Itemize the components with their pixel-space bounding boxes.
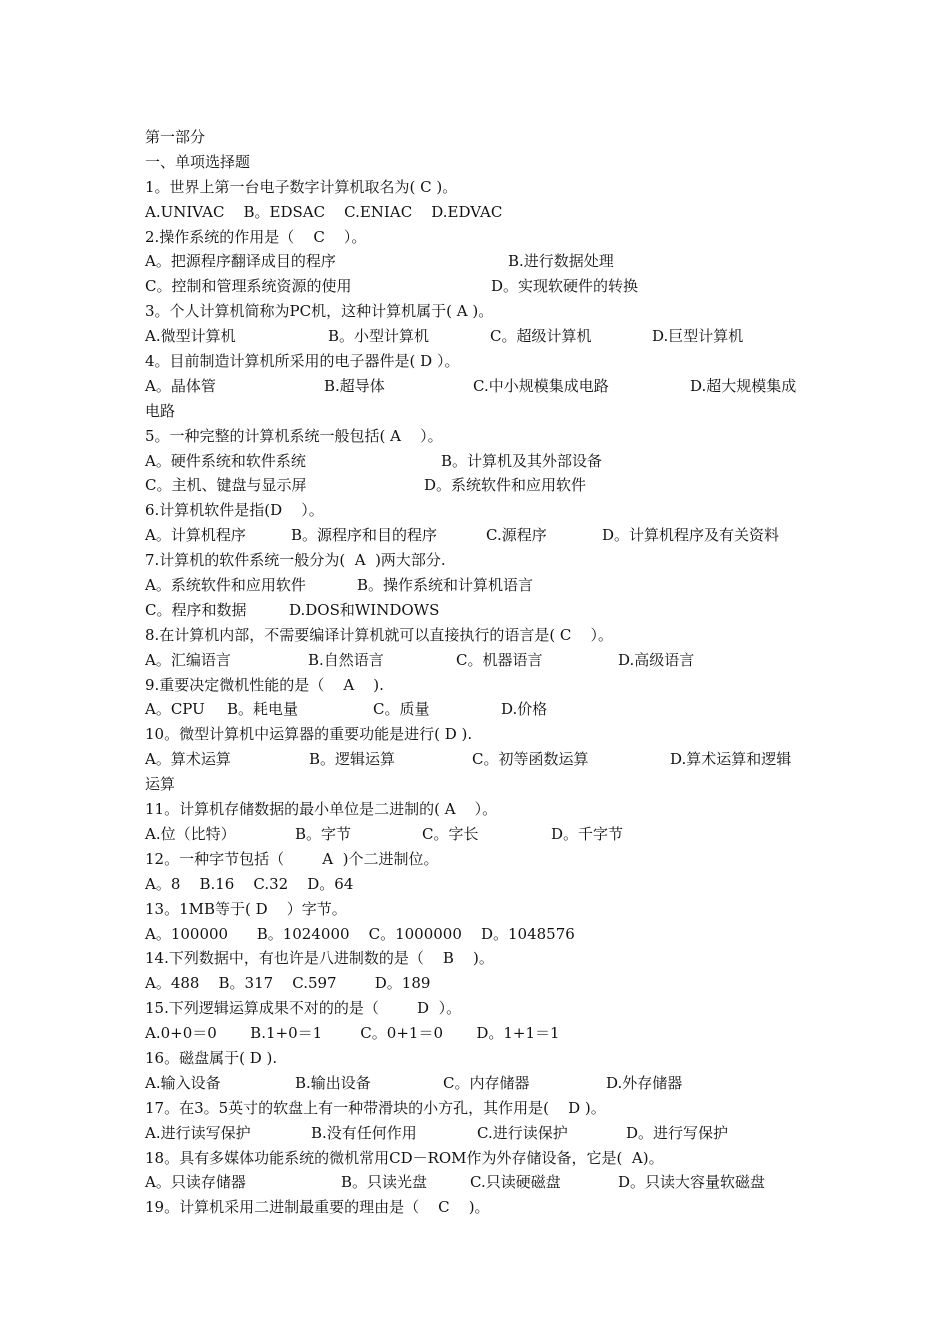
question-1-options: A.UNIVAC B。EDSAC C.ENIAC D.EDVAC	[145, 202, 503, 221]
question-8-stem: 8.在计算机内部，不需要编译计算机就可以直接执行的语言是( C ）。	[145, 625, 613, 644]
option-b: B。字节	[295, 824, 352, 843]
option-b: B.超导体	[324, 376, 385, 395]
question-17-stem: 17。在3。5英寸的软盘上有一种带滑块的小方孔，其作用是( D )。	[145, 1098, 606, 1117]
option-c: C.只读硬磁盘	[470, 1173, 561, 1192]
question-17-options	[145, 1121, 815, 1146]
option-c: C。质量	[373, 700, 430, 719]
option-b: B.输出设备	[295, 1073, 371, 1092]
question-8-options	[145, 648, 815, 673]
option-c: C。字长	[422, 824, 479, 843]
option-b: B.自然语言	[308, 650, 384, 669]
question-18-options	[145, 1170, 815, 1195]
question-10-stem: 10。微型计算机中运算器的重要功能是进行( D ).	[145, 725, 473, 744]
question-9-options	[145, 697, 815, 722]
question-3-stem: 3。个人计算机简称为PC机，这种计算机属于( A )。	[145, 302, 494, 321]
option-d: D.高级语言	[618, 650, 695, 669]
option-c: C。内存储器	[443, 1073, 530, 1092]
option-b: B。只读光盘	[341, 1173, 428, 1192]
option-b: B。逻辑运算	[309, 750, 396, 769]
question-9-stem: 9.重要决定微机性能的是（ A ).	[145, 675, 384, 694]
question-13-stem: 13。1MB等于( D ）字节。	[145, 899, 347, 918]
option-a: A。计算机程序	[145, 526, 246, 545]
option-a: A。把源程序翻译成目的程序	[145, 252, 336, 271]
question-2-options-row-2	[145, 274, 815, 299]
question-19-stem: 19。计算机采用二进制最重要的理由是（ C )。	[145, 1198, 490, 1217]
option-a: A。汇编语言	[145, 650, 231, 669]
question-12-options: A。8 B.16 C.32 D。64	[145, 874, 354, 893]
option-b: B。源程序和目的程序	[291, 526, 438, 545]
option-a: A。只读存储器	[145, 1173, 246, 1192]
question-2-options-row-1	[145, 249, 815, 274]
question-11-stem: 11。计算机存储数据的最小单位是二进制的( A ）。	[145, 800, 498, 819]
question-14-options: A。488 B。317 C.597 D。189	[145, 974, 431, 993]
option-b: B.进行数据处理	[508, 252, 614, 271]
question-7-stem: 7.计算机的软件系统一般分为( A )两大部分.	[145, 551, 446, 570]
option-c: C.进行读保护	[477, 1123, 568, 1142]
question-16-options	[145, 1071, 815, 1096]
option-d: D.超大规模集成	[690, 376, 797, 395]
question-18-stem: 18。具有多媒体功能系统的微机常用CD－ROM作为外存储设备，它是( A)。	[145, 1148, 664, 1167]
option-d: D.外存储器	[606, 1073, 683, 1092]
option-a: A。晶体管	[145, 376, 216, 395]
option-b: B。操作系统和计算机语言	[357, 576, 534, 595]
question-15-stem: 15.下列逻辑运算成果不对的的是（ D ）。	[145, 999, 462, 1018]
option-d: D.DOS和WINDOWS	[289, 600, 440, 619]
option-d: D。实现软硬件的转换	[491, 277, 639, 296]
option-d: D。系统软件和应用软件	[424, 476, 587, 495]
question-5-options-row-2	[145, 473, 815, 498]
option-b: B。耗电量	[227, 700, 299, 719]
question-10-options	[145, 747, 815, 772]
option-c: C。初等函数运算	[472, 750, 589, 769]
option-c: C.源程序	[486, 526, 547, 545]
question-4-stem: 4。目前制造计算机所采用的电子器件是( D ）。	[145, 352, 460, 371]
option-d: D。千字节	[551, 824, 624, 843]
option-d: D.巨型计算机	[652, 327, 744, 346]
option-d: D。进行写保护	[626, 1123, 729, 1142]
option-b: B。计算机及其外部设备	[441, 451, 603, 470]
question-3-options	[145, 324, 815, 349]
option-a: A.微型计算机	[145, 327, 236, 346]
question-4-option-d-continued: 电路	[145, 401, 176, 420]
question-14-stem: 14.下列数据中，有也许是八进制数的是（ B )。	[145, 949, 494, 968]
question-11-options	[145, 822, 815, 847]
question-4-options	[145, 374, 815, 399]
option-a: A.位（比特）	[145, 824, 236, 843]
option-d: D。计算机程序及有关资料	[602, 526, 780, 545]
option-c: C。控制和管理系统资源的使用	[145, 277, 352, 296]
option-b: B.没有任何作用	[311, 1123, 417, 1142]
question-13-options: A。100000 B。1024000 C。1000000 D。1048576	[145, 924, 575, 943]
question-5-options-row-1	[145, 449, 815, 474]
option-a: A。算术运算	[145, 750, 231, 769]
option-c: C。程序和数据	[145, 600, 247, 619]
question-7-options-row-1	[145, 573, 815, 598]
option-a: A。系统软件和应用软件	[145, 576, 306, 595]
option-d: D.价格	[501, 700, 548, 719]
question-5-stem: 5。一种完整的计算机系统一般包括( A ）。	[145, 426, 443, 445]
section-heading: 第一部分	[145, 128, 206, 146]
question-7-options-row-2	[145, 598, 815, 623]
question-6-options	[145, 523, 815, 548]
subsection-heading: 一、单项选择题	[145, 152, 251, 171]
question-15-options: A.0+0＝0 B.1+0＝1 C。0+1＝0 D。1+1＝1	[145, 1024, 560, 1043]
option-b: B。小型计算机	[328, 327, 430, 346]
question-2-stem: 2.操作系统的作用是（ C ）。	[145, 227, 367, 246]
question-12-stem: 12。一种字节包括（ A )个二进制位。	[145, 849, 439, 868]
question-10-option-d-continued: 运算	[145, 775, 176, 794]
option-c: C。超级计算机	[490, 327, 592, 346]
option-a: A.进行读写保护	[145, 1123, 251, 1142]
option-c: C。主机、键盘与显示屏	[145, 476, 307, 495]
document-body	[145, 125, 815, 1220]
option-c: C。机器语言	[456, 650, 543, 669]
question-1-stem: 1。世界上第一台电子数字计算机取名为( C )。	[145, 177, 458, 196]
option-a: A。硬件系统和软件系统	[145, 451, 306, 470]
option-d: D。只读大容量软磁盘	[618, 1173, 766, 1192]
question-6-stem: 6.计算机软件是指(D ）。	[145, 501, 324, 520]
option-c: C.中小规模集成电路	[473, 376, 609, 395]
option-a: A.输入设备	[145, 1073, 221, 1092]
question-16-stem: 16。磁盘属于( D ).	[145, 1048, 278, 1067]
option-a: A。CPU	[145, 700, 205, 719]
option-d: D.算术运算和逻辑	[670, 750, 792, 769]
